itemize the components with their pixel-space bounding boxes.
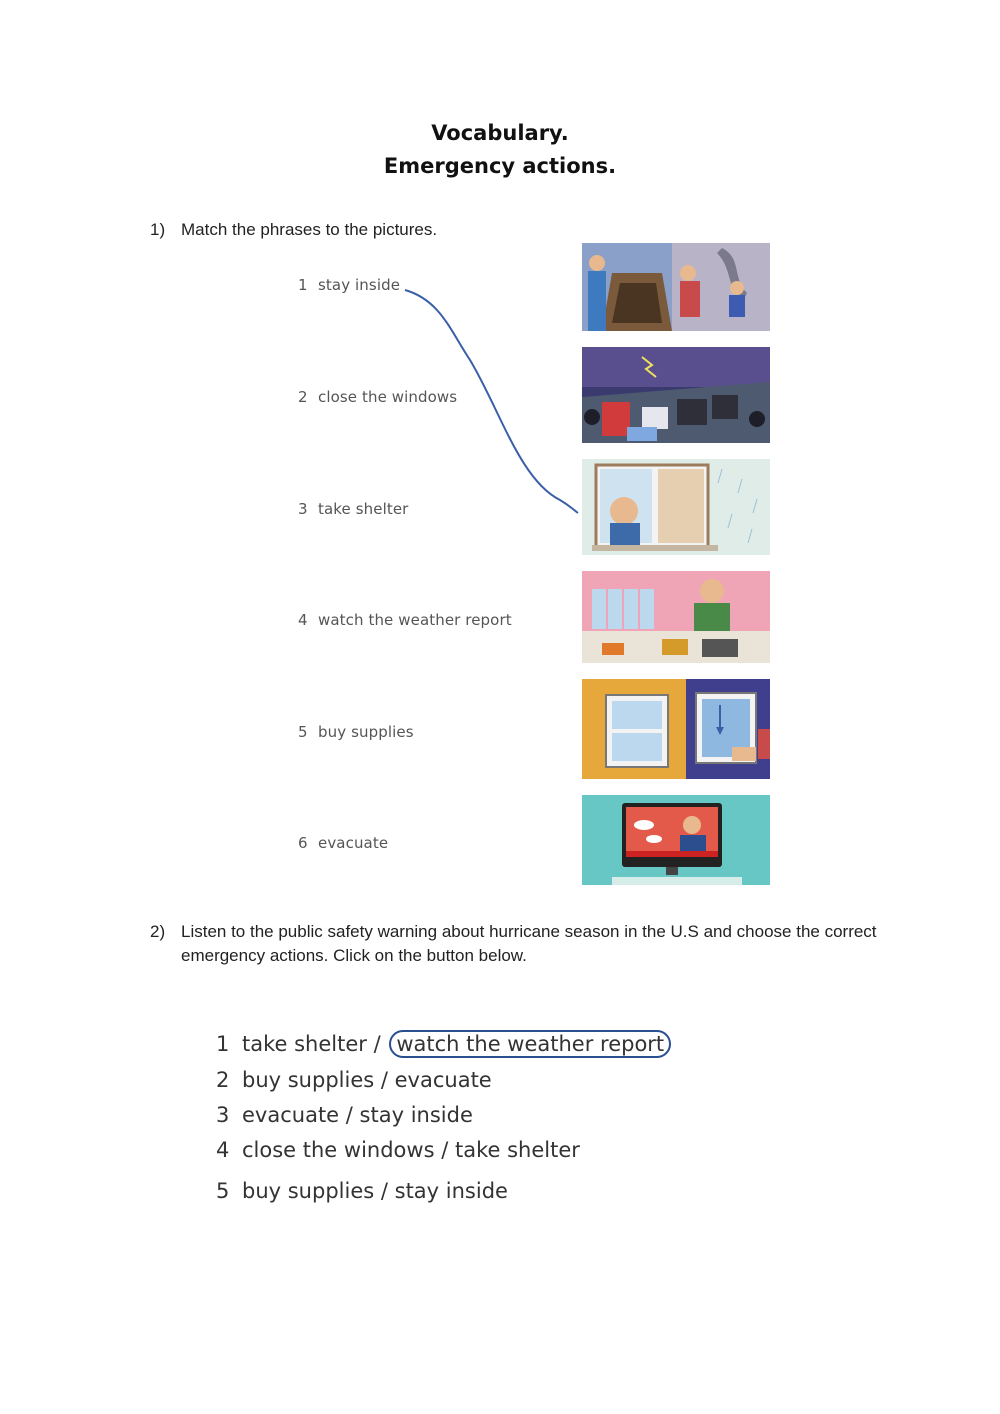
choice-option-b[interactable]: take shelter bbox=[454, 1138, 580, 1162]
choice-number: 5 bbox=[216, 1179, 230, 1203]
choice-option-a[interactable]: buy supplies bbox=[242, 1179, 375, 1203]
choice-option-a[interactable]: evacuate bbox=[242, 1103, 340, 1127]
closing-window-picture[interactable] bbox=[582, 679, 770, 779]
choice-separator: / bbox=[374, 1068, 395, 1092]
task1-text: Match the phrases to the pictures. bbox=[181, 220, 438, 239]
choice-number: 2 bbox=[216, 1068, 230, 1092]
choice-separator: / bbox=[374, 1179, 395, 1203]
phrase-number: 4 bbox=[298, 611, 308, 629]
phrase-number: 2 bbox=[298, 388, 308, 406]
task1-number: 1) bbox=[150, 220, 166, 239]
choice-row bbox=[216, 1032, 671, 1056]
choice-separator: / bbox=[366, 1032, 388, 1056]
phrase-number: 3 bbox=[298, 500, 308, 518]
phrase-text: close the windows bbox=[318, 388, 458, 406]
phrase-text: evacuate bbox=[318, 834, 389, 852]
choice-number: 1 bbox=[216, 1032, 230, 1056]
phrase-number: 5 bbox=[298, 723, 308, 741]
window-rain-picture[interactable] bbox=[582, 459, 770, 555]
supplies-store-picture[interactable] bbox=[582, 571, 770, 663]
choice-option-a[interactable]: buy supplies bbox=[242, 1068, 375, 1092]
phrase-text: watch the weather report bbox=[318, 611, 512, 629]
choice-separator: / bbox=[434, 1138, 455, 1162]
choice-row bbox=[216, 1179, 508, 1203]
worksheet-subtitle: Emergency actions. bbox=[383, 154, 617, 178]
choice-option-a[interactable]: close the windows bbox=[242, 1138, 435, 1162]
traffic-evacuation-picture[interactable] bbox=[582, 347, 770, 443]
choice-number: 3 bbox=[216, 1103, 230, 1127]
phrase-text: take shelter bbox=[318, 500, 409, 518]
choice-row bbox=[216, 1138, 580, 1162]
choice-separator: / bbox=[339, 1103, 360, 1127]
phrase-number: 6 bbox=[298, 834, 308, 852]
tornado-shelter-picture[interactable] bbox=[582, 243, 770, 331]
worksheet-title: Vocabulary. bbox=[431, 121, 569, 145]
phrase-text: buy supplies bbox=[318, 723, 414, 741]
choice-option-b[interactable]: stay inside bbox=[359, 1103, 473, 1127]
choice-option-b[interactable]: evacuate bbox=[394, 1068, 492, 1092]
phrase-number: 1 bbox=[298, 276, 308, 294]
choice-option-b-circled[interactable]: watch the weather report bbox=[389, 1030, 671, 1058]
choice-option-b[interactable]: stay inside bbox=[394, 1179, 508, 1203]
choice-row bbox=[216, 1103, 473, 1127]
tv-weather-report-picture[interactable] bbox=[582, 795, 770, 885]
task2-text: Listen to the public safety warning about hurricane season in the U.S and choose the correct emergency actions. Click on the button below. bbox=[181, 922, 877, 965]
choice-row bbox=[216, 1068, 492, 1092]
task2-number: 2) bbox=[150, 922, 166, 941]
choice-number: 4 bbox=[216, 1138, 230, 1162]
choice-option-a[interactable]: take shelter bbox=[242, 1032, 367, 1056]
phrase-text: stay inside bbox=[318, 276, 401, 294]
